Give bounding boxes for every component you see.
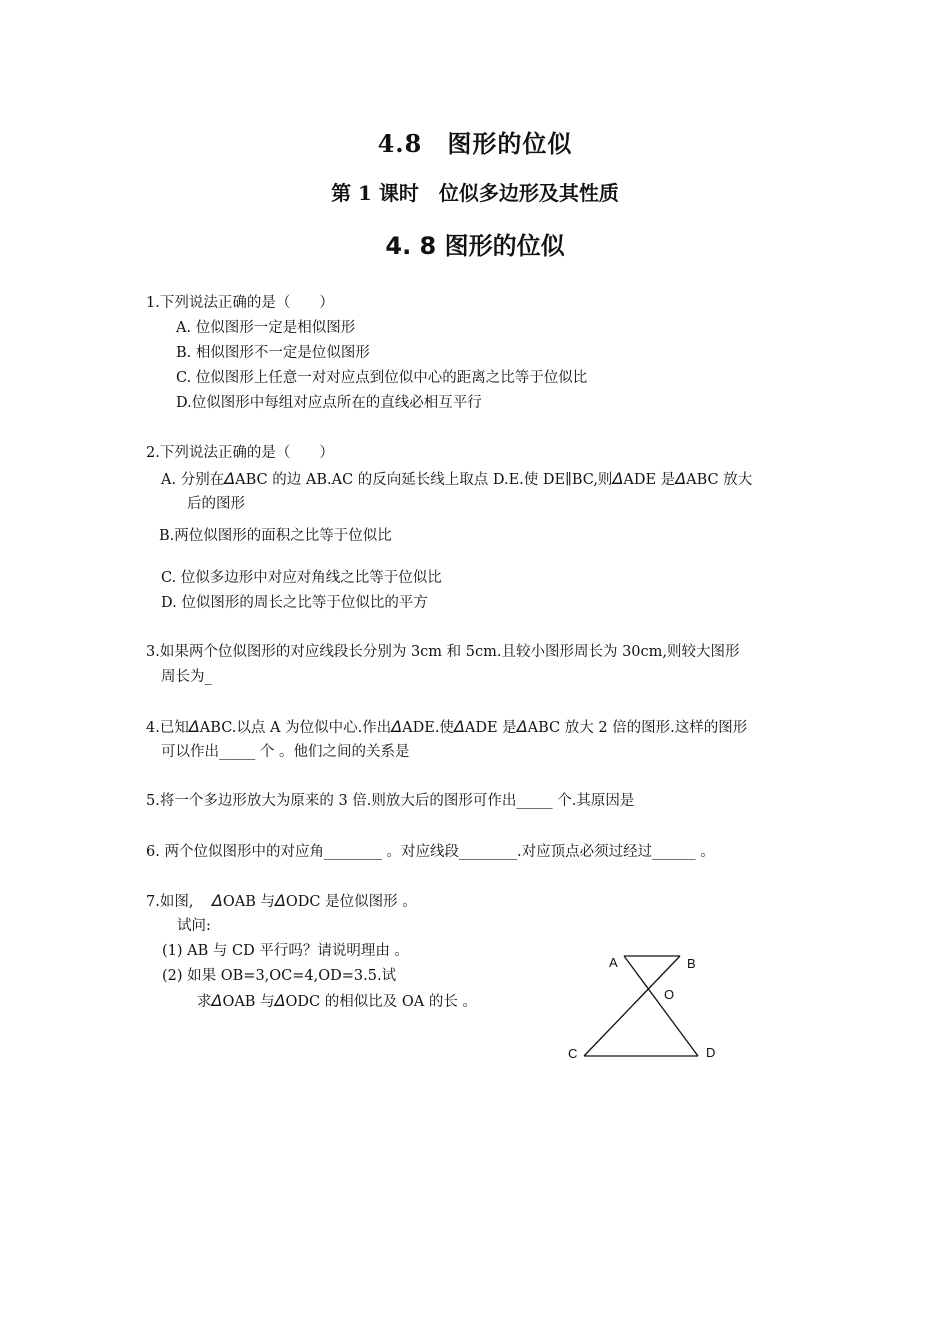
triangle-symbol: Δ: [274, 891, 286, 910]
triangle-symbol: Δ: [224, 469, 236, 488]
q7-stem: 7.如图, ΔOAB 与ΔODC 是位似图形 。: [146, 891, 417, 910]
triangle-symbol: Δ: [675, 469, 687, 488]
q2-option-a: A. 分别在ΔABC 的边 AB.AC 的反向延长线上取点 D.E.使 DE∥BC,则ΔADE 是ΔABC 放大: [161, 469, 753, 488]
q4-line2: 可以作出_____ 个 。他们之间的关系是: [161, 744, 410, 760]
q1-option-c: C. 位似图形上任意一对对应点到位似中心的距离之比等于位似比: [176, 370, 588, 386]
label-o: O: [664, 987, 675, 1002]
label-c: C: [568, 1046, 578, 1061]
q7-sub3: 求ΔOAB 与ΔODC 的相似比及 OA 的长 。: [197, 991, 477, 1010]
q2-option-d: D. 位似图形的周长之比等于位似比的平方: [161, 595, 428, 611]
q1-stem: 1.下列说法正确的是（ ）: [146, 295, 334, 311]
q3-line2: 周长为_: [161, 669, 212, 685]
label-b: B: [687, 956, 696, 971]
segment-ad: [624, 956, 698, 1056]
triangle-symbol: Δ: [516, 717, 528, 736]
geometry-figure: [560, 945, 730, 1065]
title-main: 4.8 图形的位似: [377, 129, 573, 158]
triangle-symbol: Δ: [211, 991, 223, 1010]
title-sub: 第 1 课时 位似多边形及其性质: [331, 181, 619, 205]
q2-option-b: B.两位似图形的面积之比等于位似比: [159, 528, 392, 544]
label-a: A: [609, 955, 618, 970]
q4-line1: 4.已知ΔABC.以点 A 为位似中心.作出ΔADE.使ΔADE 是ΔABC 放大 2 倍的图形.这样的图形: [146, 717, 748, 736]
q7-sub2: (2) 如果 OB=3,OC=4,OD=3.5.试: [162, 968, 397, 984]
triangle-symbol: Δ: [391, 717, 403, 736]
triangle-symbol: Δ: [211, 891, 223, 910]
q2-option-a-cont: 后的图形: [187, 496, 245, 512]
label-d: D: [706, 1045, 716, 1060]
q7-ask: 试问:: [177, 918, 211, 934]
q5-text: 5.将一个多边形放大为原来的 3 倍.则放大后的图形可作出_____ 个.其原因是: [146, 793, 635, 809]
q1-option-b: B. 相似图形不一定是位似图形: [176, 345, 370, 361]
q1-option-a: A. 位似图形一定是相似图形: [176, 320, 356, 336]
q2-stem: 2.下列说法正确的是（ ）: [146, 445, 334, 461]
title-repeat: 4. 8 图形的位似: [385, 232, 565, 260]
triangle-symbol: Δ: [612, 469, 624, 488]
segment-bc: [584, 956, 680, 1056]
triangle-symbol: Δ: [453, 717, 465, 736]
triangle-symbol: Δ: [188, 717, 200, 736]
q6-text: 6. 两个位似图形中的对应角________ 。对应线段________.对应顶点必须过经过______ 。: [146, 844, 715, 860]
q1-option-d: D.位似图形中每组对应点所在的直线必相互平行: [176, 395, 482, 411]
q7-sub1: (1) AB 与 CD 平行吗？请说明理由 。: [162, 943, 409, 959]
q2-option-c: C. 位似多边形中对应对角线之比等于位似比: [161, 570, 442, 586]
q3-line1: 3.如果两个位似图形的对应线段长分别为 3cm 和 5cm.且较小图形周长为 30cm,则较大图形: [146, 644, 740, 660]
triangle-symbol: Δ: [274, 991, 286, 1010]
